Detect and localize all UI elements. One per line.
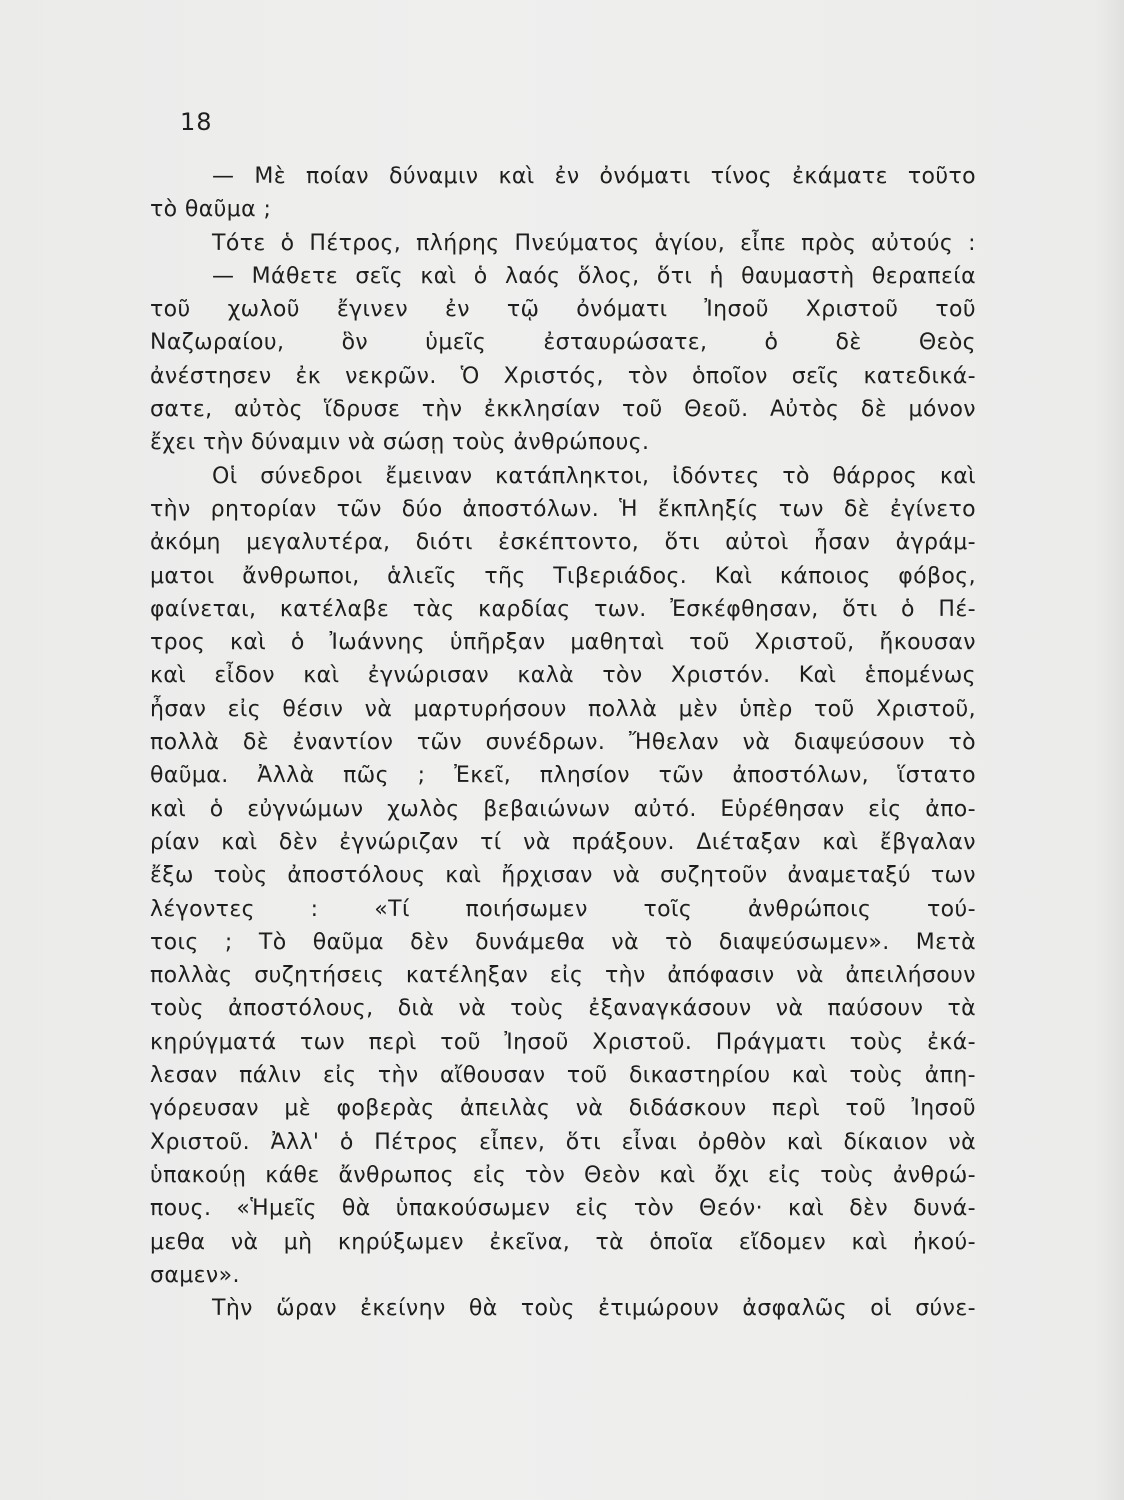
page-edge-shadow (1094, 0, 1124, 1500)
text-line: φαίνεται, κατέλαβε τὰς καρδίας των. Ἐσκέφθησαν, ὅτι ὁ Πέ- (150, 596, 976, 622)
text-line: σατε, αὐτὸς ἵδρυσε τὴν ἐκκλησίαν τοῦ Θεοῦ. Αὐτὸς δὲ μόνον (150, 397, 976, 423)
text-line: ρίαν καὶ δὲν ἐγνώριζαν τί νὰ πράξουν. Διέταξαν καὶ ἔβγαλαν (150, 829, 976, 855)
text-line: ματοι ἄνθρωποι, ἁλιεῖς τῆς Τιβεριάδος. Καὶ κάποιος φόβος, (150, 563, 976, 589)
text-line: Χριστοῦ. Ἀλλ' ὁ Πέτρος εἶπεν, ὅτι εἶναι ὀρθὸν καὶ δίκαιον νὰ (150, 1129, 976, 1155)
text-line: — Μὲ ποίαν δύναμιν καὶ ἐν ὀνόματι τίνος ἐκάματε τοῦτο (212, 164, 976, 189)
text-line: τοις ; Τὸ θαῦμα δὲν δυνάμεθα νὰ τὸ διαψεύσωμεν». Μετὰ (150, 929, 976, 955)
text-line: τρος καὶ ὁ Ἰωάννης ὑπῆρξαν μαθηταὶ τοῦ Χριστοῦ, ἤκουσαν (150, 630, 976, 656)
text-line: ἀκόμη μεγαλυτέρα, διότι ἐσκέπτοντο, ὅτι αὐτοὶ ἦσαν ἀγράμ- (150, 530, 976, 556)
text-line: γόρευσαν μὲ φοβερὰς ἀπειλὰς νὰ διδάσκουν περὶ τοῦ Ἰησοῦ (150, 1096, 976, 1122)
text-line: καὶ ὁ εὐγνώμων χωλὸς βεβαιώνων αὐτό. Εὑρέθησαν εἰς ἀπο- (150, 796, 976, 822)
text-line: κηρύγματά των περὶ τοῦ Ἰησοῦ Χριστοῦ. Πράγματι τοὺς ἐκά- (150, 1029, 976, 1055)
body-text (150, 160, 976, 1325)
text-line: πους. «Ἡμεῖς θὰ ὑπακούσωμεν εἰς τὸν Θεόν· καὶ δὲν δυνά- (150, 1196, 976, 1222)
text-line: πολλὰς συζητήσεις κατέληξαν εἰς τὴν ἀπόφασιν νὰ ἀπειλήσουν (150, 963, 976, 989)
text-line: τοὺς ἀποστόλους, διὰ νὰ τοὺς ἐξαναγκάσουν νὰ παύσουν τὰ (150, 996, 976, 1022)
text-line: καὶ εἶδον καὶ ἐγνώρισαν καλὰ τὸν Χριστόν. Καὶ ἑπομένως (150, 663, 976, 689)
page-number: 18 (180, 108, 213, 136)
text-line: Οἱ σύνεδροι ἔμειναν κατάπληκτοι, ἰδόντες τὸ θάρρος καὶ (212, 463, 976, 489)
text-line: ἔξω τοὺς ἀποστόλους καὶ ἤρχισαν νὰ συζητοῦν ἀναμεταξύ των (150, 863, 976, 889)
text-line: λεσαν πάλιν εἰς τὴν αἴθουσαν τοῦ δικαστηρίου καὶ τοὺς ἀπη- (150, 1063, 976, 1089)
text-line: τοῦ χωλοῦ ἔγινεν ἐν τῷ ὀνόματι Ἰησοῦ Χριστοῦ τοῦ (150, 297, 976, 323)
text-line: πολλὰ δὲ ἐναντίον τῶν συνέδρων. Ἤθελαν νὰ διαψεύσουν τὸ (150, 730, 976, 756)
text-line: ὑπακούῃ κάθε ἄνθρωπος εἰς τὸν Θεὸν καὶ ὄχι εἰς τοὺς ἀνθρώ- (150, 1162, 976, 1188)
text-line: θαῦμα. Ἀλλὰ πῶς ; Ἐκεῖ, πλησίον τῶν ἀποστόλων, ἵστατο (150, 763, 976, 789)
text-line: Τὴν ὥραν ἐκείνην θὰ τοὺς ἐτιμώρουν ἀσφαλῶς οἱ σύνε- (212, 1296, 976, 1322)
text-line: τὸ θαῦμα ; (150, 197, 272, 223)
text-line: Τότε ὁ Πέτρος, πλήρης Πνεύματος ἁγίου, εἶπε πρὸς αὐτούς : (212, 230, 976, 256)
text-line: ἦσαν εἰς θέσιν νὰ μαρτυρήσουν πολλὰ μὲν ὑπὲρ τοῦ Χριστοῦ, (150, 696, 976, 722)
text-line: Ναζωραίου, ὃν ὑμεῖς ἐσταυρώσατε, ὁ δὲ Θεὸς (150, 330, 976, 356)
text-line: ἀνέστησεν ἐκ νεκρῶν. Ὁ Χριστός, τὸν ὁποῖον σεῖς κατεδικά- (150, 363, 976, 389)
text-line: ἔχει τὴν δύναμιν νὰ σώσῃ τοὺς ἀνθρώπους. (150, 430, 650, 456)
text-line: τὴν ρητορίαν τῶν δύο ἀποστόλων. Ἡ ἔκπληξίς των δὲ ἐγίνετο (150, 496, 976, 522)
text-line: σαμεν». (150, 1262, 240, 1288)
text-line: — Μάθετε σεῖς καὶ ὁ λαός ὅλος, ὅτι ἡ θαυμαστὴ θεραπεία (212, 263, 976, 289)
text-line: λέγοντες : «Τί ποιήσωμεν τοῖς ἀνθρώποις τού- (150, 896, 976, 922)
text-line: μεθα νὰ μὴ κηρύξωμεν ἐκεῖνα, τὰ ὁποῖα εἴδομεν καὶ ἠκού- (150, 1229, 976, 1255)
